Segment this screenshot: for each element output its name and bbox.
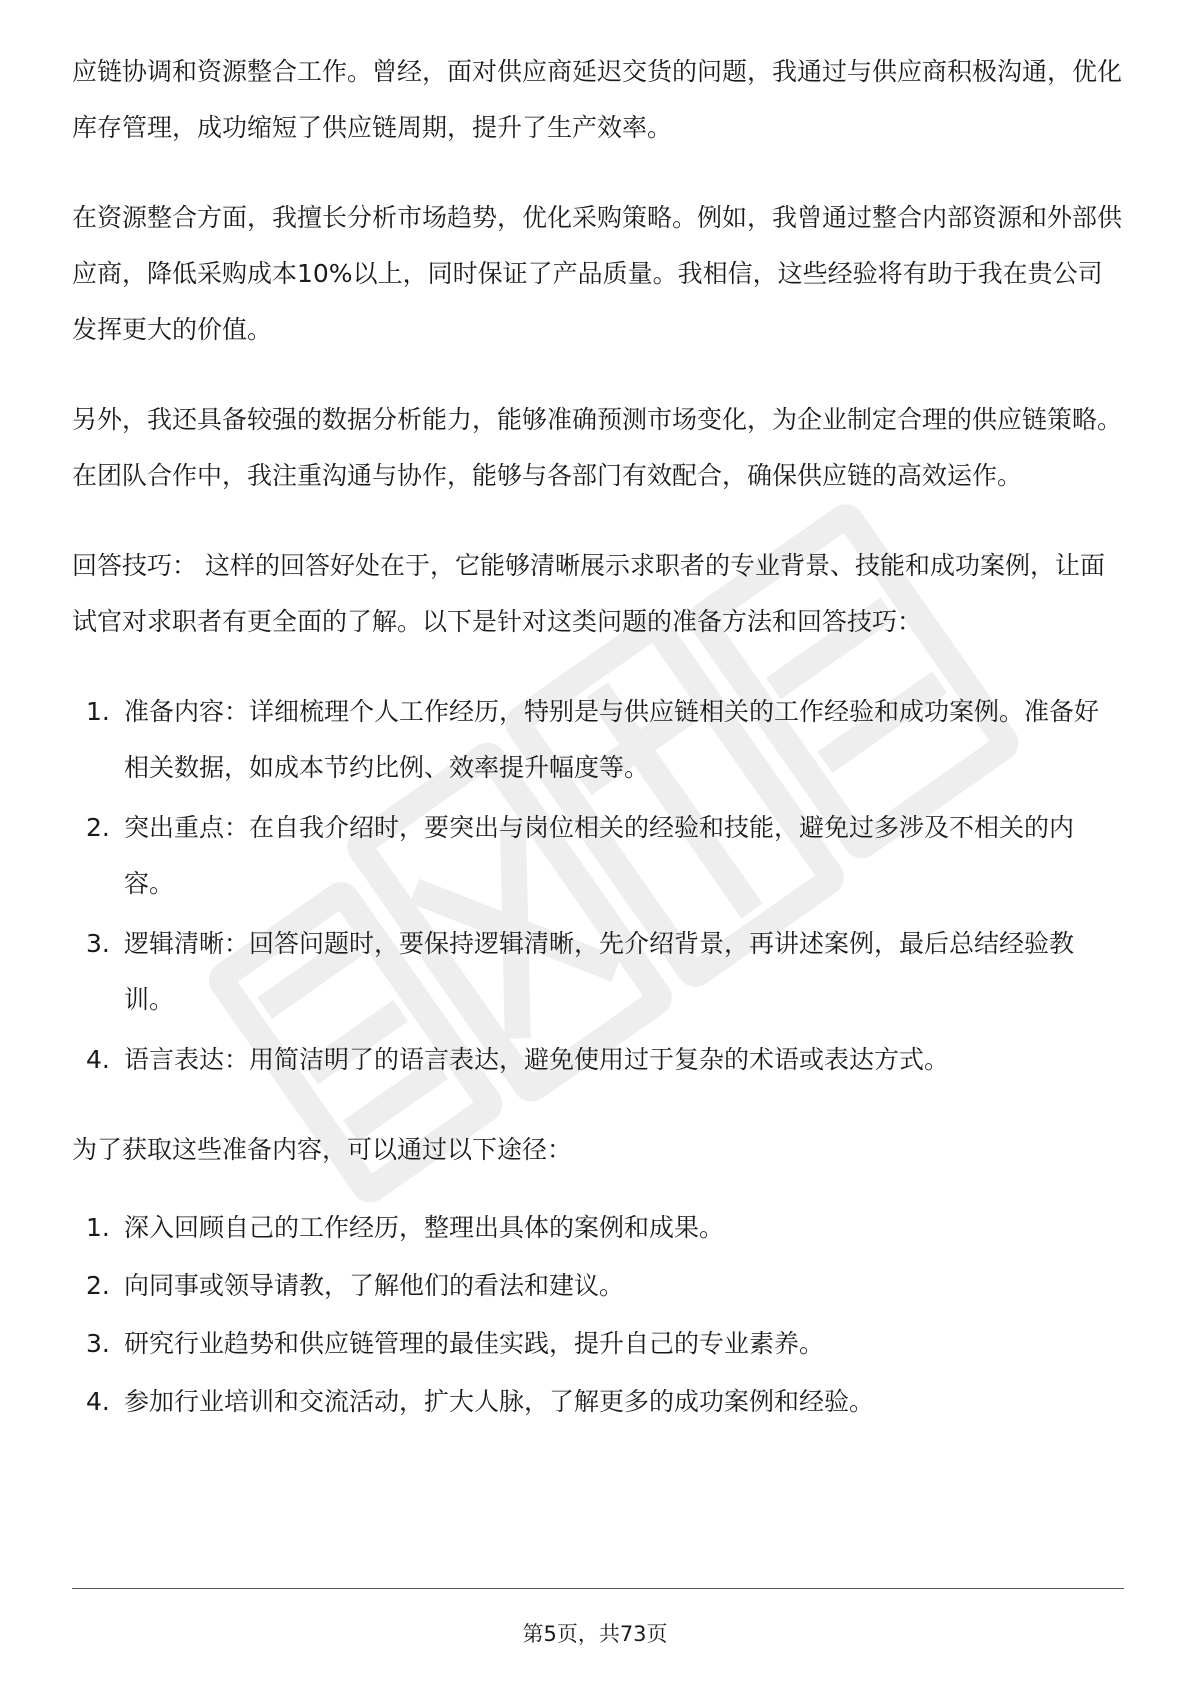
list-item bbox=[72, 1258, 1122, 1314]
list-item bbox=[72, 800, 1122, 912]
list-item bbox=[72, 1316, 1122, 1372]
tips-list bbox=[72, 684, 1122, 1088]
list-item-text: 向同事或领导请教，了解他们的看法和建议。 bbox=[124, 1271, 625, 1300]
list-item-text: 突出重点：在自我介绍时，要突出与岗位相关的经验和技能，避免过多涉及不相关的内容。 bbox=[124, 813, 1075, 898]
list-item bbox=[72, 1374, 1122, 1430]
page-number: 第5页，共73页 bbox=[522, 1622, 668, 1646]
list-number: 4. bbox=[86, 1045, 110, 1074]
list-number: 4. bbox=[86, 1387, 110, 1416]
footer-divider bbox=[72, 1588, 1124, 1589]
list-item bbox=[72, 1032, 1122, 1088]
list-item bbox=[72, 916, 1122, 1028]
list-item-text: 语言表达：用简洁明了的语言表达，避免使用过于复杂的术语或表达方式。 bbox=[124, 1045, 950, 1074]
list-item-text: 逻辑清晰：回答问题时，要保持逻辑清晰，先介绍背景，再讲述案例，最后总结经验教训。 bbox=[124, 929, 1075, 1014]
list-number: 2. bbox=[86, 1271, 110, 1300]
list-item-text: 研究行业趋势和供应链管理的最佳实践，提升自己的专业素养。 bbox=[124, 1329, 825, 1358]
list-number: 3. bbox=[86, 1329, 110, 1358]
list-item-text: 准备内容：详细梳理个人工作经历，特别是与供应链相关的工作经验和成功案例。准备好相关数据，如成本节约比例、效率提升幅度等。 bbox=[124, 697, 1100, 782]
paragraph-2: 在资源整合方面，我擅长分析市场趋势，优化采购策略。例如，我曾通过整合内部资源和外部供应商，降低采购成本10%以上，同时保证了产品质量。我相信，这些经验将有助于我在贵公司发挥更大的价值。 bbox=[72, 203, 1123, 344]
list-item-text: 深入回顾自己的工作经历，整理出具体的案例和成果。 bbox=[124, 1213, 725, 1242]
list-item bbox=[72, 1200, 1122, 1256]
list-item bbox=[72, 684, 1122, 796]
list-number: 3. bbox=[86, 929, 110, 958]
document-body bbox=[72, 44, 1122, 1430]
list-number: 1. bbox=[86, 697, 110, 726]
list-item-text: 参加行业培训和交流活动，扩大人脉，了解更多的成功案例和经验。 bbox=[124, 1387, 875, 1416]
list-number: 2. bbox=[86, 813, 110, 842]
ways-intro: 为了获取这些准备内容，可以通过以下途径： bbox=[72, 1135, 573, 1164]
paragraph-4: 回答技巧： 这样的回答好处在于，它能够清晰展示求职者的专业背景、技能和成功案例，让面试官对求职者有更全面的了解。以下是针对这类问题的准备方法和回答技巧： bbox=[72, 551, 1105, 636]
list-number: 1. bbox=[86, 1213, 110, 1242]
paragraph-3: 另外，我还具备较强的数据分析能力，能够准确预测市场变化，为企业制定合理的供应链策略。在团队合作中，我注重沟通与协作，能够与各部门有效配合，确保供应链的高效运作。 bbox=[72, 405, 1123, 490]
ways-list bbox=[72, 1200, 1122, 1430]
paragraph-1: 应链协调和资源整合工作。曾经，面对供应商延迟交货的问题，我通过与供应商积极沟通，优化库存管理，成功缩短了供应链周期，提升了生产效率。 bbox=[72, 57, 1123, 142]
